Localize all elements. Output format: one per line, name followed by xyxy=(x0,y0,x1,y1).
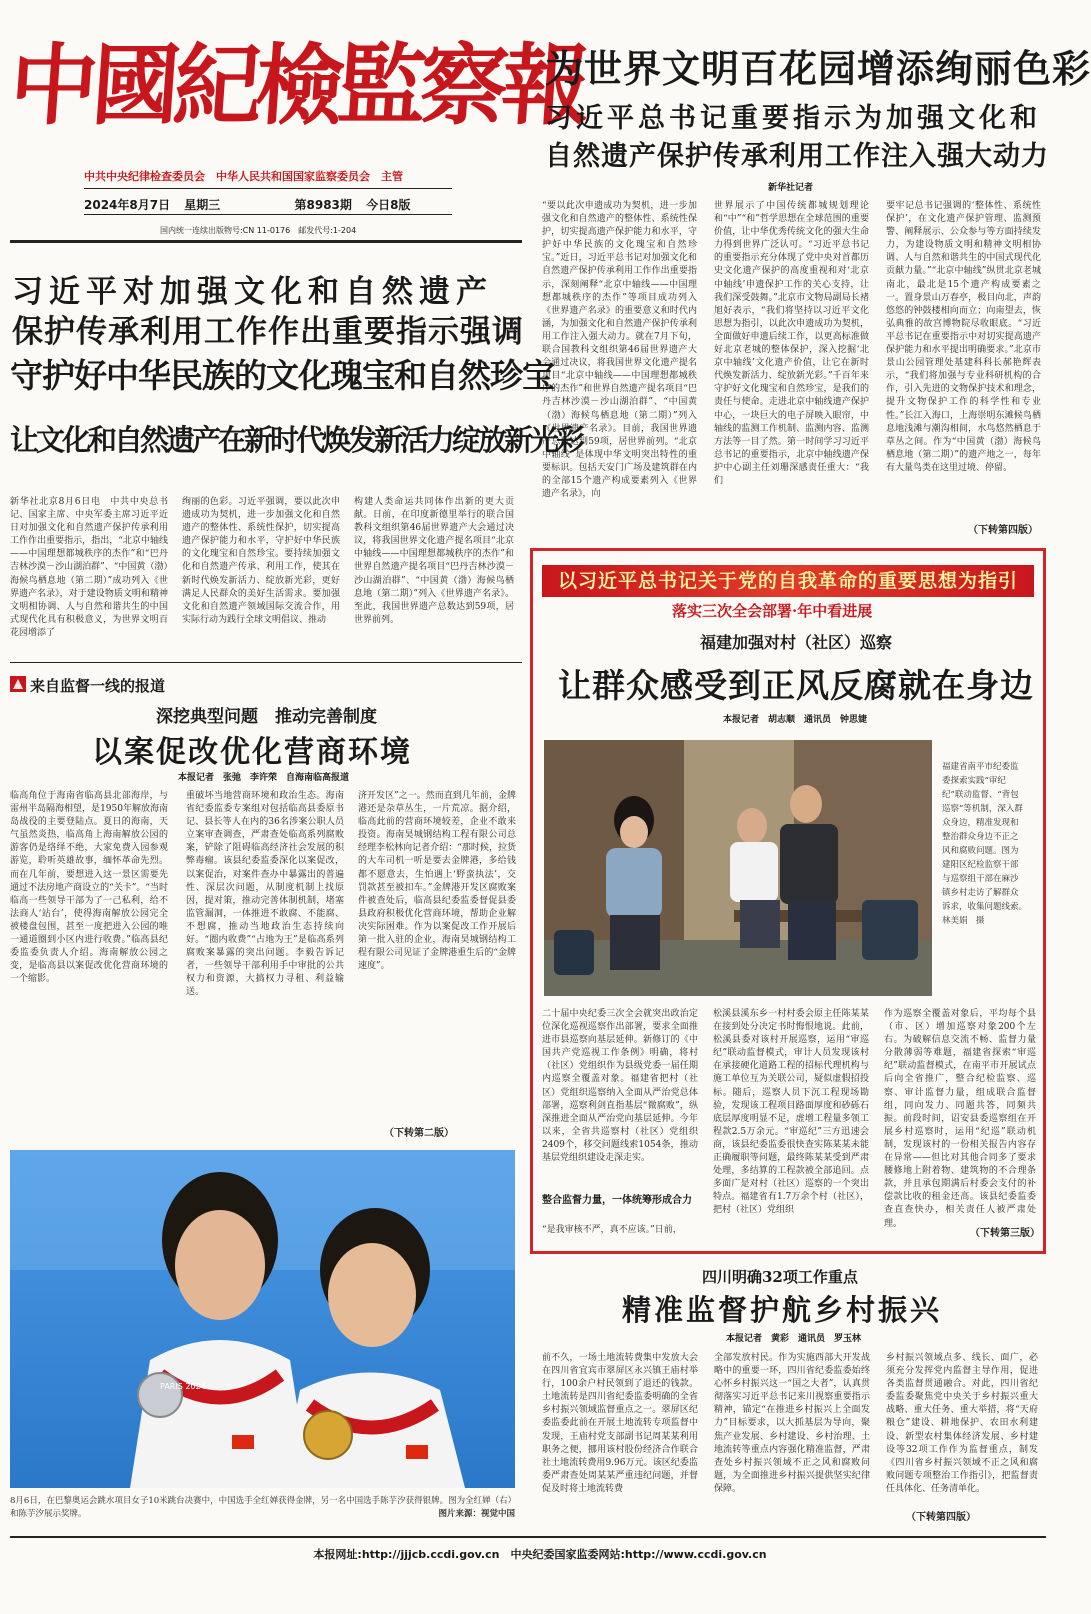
featured-col-1b: “是我审核不严，真不应该。”日前， xyxy=(542,1225,682,1235)
inspection-photo-caption: 福建省南平市纪委监委探索实践“审纪纪”联动监督、“背包巡察”等机制，深入群众身边，精准发现和整治群众身边不正之风和腐败问题。图为建阳区纪检监察干部与巡察组干部在麻沙镇乡村走访了解群众诉求，收集问题线索。 林美娟 摄 xyxy=(942,762,1032,926)
rural-subhead: 四川明确32项工作重点 xyxy=(702,1268,858,1286)
frontline-col-3: 济开发区”之一。然而直到几年前，金牌港还是杂草丛生，一片荒凉。据介绍，临高此前的营商环境较差，企业不敢来投资。海南昊城钢结构工程有限公司总经理李松林向记者介绍：“那时候，拉货的大车司机一听是要去金牌港，多给钱都不愿意去，生怕遇上‘野蛮执法’，交罚款甚至被扣车。”金牌港开发区腐败案件被查处后，临高县纪委监委督促县委县政府积极优化营商环境，帮助企业解决实际困难。作为以案促改工作开展后第一批入驻的企业，海南昊城钢结构工程有限公司见证了金牌港重生后的“金牌速度”。 xyxy=(358,791,516,972)
featured-byline: 本报记者 胡志顺 通讯员 钟思婕 xyxy=(723,715,868,725)
newspaper-logo: 中國紀檢監察報 xyxy=(6,33,588,137)
lead-top-byline: 新华社记者 xyxy=(768,183,814,193)
lead-top-col-1: “要以此次申遗成功为契机，进一步加强文化和自然遗产的整体性、系统性保护，切实提高遗产保护能力和水平，守护好中华民族的文化瑰宝和自然珍宝。”近日，习近平总书记对加强文化和自然遗产保护传承利用工作作出重要指示，深刻阐释“北京中轴线——中国理想都城秩序的杰作”等项目成功列入《世界遗产名录》的重要意义和时代内涵，为加强文化和自然遗产保护传承利用工作注入强大动力。就在7月下旬，联合国教科文组织第46届世界遗产大会通过决议，将我国世界文化遗产提名项目“北京中轴线——中国理想都城秩序的杰作”和世界自然遗产提名项目“巴丹吉林沙漠－沙山湖泊群”、“中国黄（渤）海候鸟栖息地（第二期）”列入《世界遗产名录》。目前，我国世界遗产总数达到59项，居世界前列。“北京中轴线”是体现中华文明突出特性的重要标识。包括天安门广场及建筑群在内的全部15个遗产构成要素列入《世界遗产名录》，向 xyxy=(542,201,697,500)
lead-top-subhead-2: 自然遗产保护传承利用工作注入强大动力 xyxy=(545,141,1049,172)
featured-bold-subhead: 整合监督力量，一体统筹形成合力 xyxy=(542,1195,692,1206)
frontline-headline: 以案促改优化营商环境 xyxy=(92,735,412,770)
lead-left-col-2: 绚丽的色彩。习近平强调，要以此次申遗成功为契机，进一步加强文化和自然遗产的整体性、系统性保护，切实提高遗产保护能力和水平，守护好中华民族的文化瑰宝和自然珍宝。要持续加强文化和自然遗产传承、利用工作，使其在新时代焕发新活力、绽放新光彩，更好满足人民群众的美好生活需求。要加强文化和自然遗产领域国际交流合作，用实际行动为践行全球文明倡议、推动 xyxy=(182,497,340,625)
lead-kicker-1: 习近平对加强文化和自然遗产 xyxy=(12,274,493,310)
masthead-sponsor: 中共中央纪律检查委员会 中华人民共和国国家监察委员会 主管 xyxy=(84,170,403,183)
issn-text: 国内统一连续出版物号:CN 11-0176 邮发代号:1-204 xyxy=(160,226,357,235)
lead-left-col-3: 构建人类命运共同体作出新的更大贡献。日前，在印度新德里举行的联合国教科文组织第46届世界遗产大会通过决议，将我国世界文化遗产提名项目“北京中轴线——中国理想都城秩序的杰作”和世界自然遗产提名项目“巴丹吉林沙漠－沙山湖泊群”、“中国黄（渤）海候鸟栖息地（第二期）”列入《世界遗产名录》。至此，我国世界遗产总数达到59项，居世界前列。 xyxy=(354,497,514,625)
footer-divider xyxy=(10,1536,1046,1538)
lead-headline-2: 让文化和自然遗产在新时代焕发新活力绽放新光彩 xyxy=(10,423,583,457)
lead-top-subhead-1: 习近平总书记重要指示为加强文化和 xyxy=(545,103,1041,134)
weekday-text: 星期三 xyxy=(184,198,221,212)
lead-top-col-2: 世界展示了中国传统都城规划理论和“中”“和”哲学思想在全球范围的重要价值，让中华优秀传统文化的强大生命力得到世界广泛认可。“习近平总书记的重要指示充分体现了党中央对首都历史文化遗产保护的高度重视和对‘北京中轴线’申遗保护工作的关心支持，让我们深受鼓舞。”北京市文物局副局长褚旭好表示，“我们将坚持以习近平文化思想为指引，以此次申遗成功为契机，全面做好申遗后续工作，以更高标准做好北京老城的整体保护，深入挖掘‘北京中轴线’文化遗产价值，让它在新时代焕发新活力、绽放新光彩。”千百年来守护好文化瑰宝和自然珍宝，是我们的责任与使命。走进北京中轴线遗产保护中心，一块巨大的电子屏映入眼帘，中轴线的监测工作机制、监测内容、监测方法等一目了然。第一时间学习习近平总书记的重要指示，北京中轴线遗产保护中心副主任刘珊深感责任重大：“我们 xyxy=(714,201,869,486)
lead-top-col-3: 要牢记总书记强调的‘整体性、系统性保护’，在文化遗产保护管理、监测预警、阐释展示、公众参与等方面持续发力，为建设物质文明和精神文明相协调、人与自然和谐共生的中国式现代化贡献力量。”“北京中轴线”纵贯北京老城南北，最北是15个遗产构成要素之一。置身景山万春亭，极目向北，声韵悠悠的钟鼓楼相向而立；向南望去，恢弘典雅的故宫博物院尽收眼底。“习近平总书记在重要指示中对切实提高遗产保护能力和水平提出明确要求。”北京市景山公园管理处基建科科长郝艳辉表示，“我们将加强与专业科研机构的合作，引入先进的文物保护技术和理念，提升文物保护工作的科学性和专业性。”长江入海口，上海崇明东滩候鸟栖息地浅滩与潮沟相间，水鸟悠然栖息于草丛之间。作为“中国黄（渤）海候鸟栖息地（第二期）”的遗产地之一，每年有大量鸟类在这里过境、停留。 xyxy=(886,201,1041,473)
featured-col-1: 二十届中央纪委三次全会就突出政治定位深化巡视巡察作出部署，要求全面推进市县巡察向基层延伸。新修订的《中国共产党巡视工作条例》明确，将村（社区）党组织作为县级党委一届任期内巡察全覆盖对象。福建省把村（社区）党组织巡察纳入全面从严治党总体部署，巡察利剑直指基层“微腐败”，纵深推进全面从严治党向基层延伸。今年以来，全省共巡察村（社区）党组织2409个，移交问题线索1054条，推动基层党组织建设走深走实。 xyxy=(542,1009,698,1164)
featured-tag: 落实三次全会部署·年中看进展 xyxy=(672,602,873,620)
featured-subhead: 福建加强对村（社区）巡察 xyxy=(700,633,893,652)
featured-col-3: 作为巡察全覆盖对象后，平均每个县（市、区）增加巡察对象200个左右。为破解信息交流不畅、监督力量分散薄弱等难题，福建省探索“审巡纪”联动监督模式，在南平市开展试点后向全省推广，整合纪检监察、巡察、审计监督力量，组成联合监督组，同向发力、同题共答，同频共振。前段时间，诏安县委巡察组在开展乡村巡察时，运用“纪巡”联动机制，发现该村的一份相关报告内容存在异常——但比对其他合同多了要求腰修地上附着物、建筑物的不合理条款，并且承包期满后村委会支付的补偿款比收的租金还高。该县纪委监委查直查快办，相关责任人被严肃处理。 xyxy=(884,1009,1036,1229)
frontline-byline: 本报记者 张弛 李许荣 自海南临高报道 xyxy=(178,773,350,783)
olympic-diving-photo xyxy=(10,1150,515,1488)
frontline-col-2: 重破坏当地营商环境和政治生态。海南省纪委监委专案组对包括临高县委原书记、县长等人在内的36名涉案公职人员立案审查调查，严肃查处临高系列腐败案，铲除了阻碍临高经济社会发展的积弊毒瘤。该县纪委监委深化以案促改，以案促治，对案件查办中暴露出的普遍性、深层次问题，从制度机制上找原因，提对策，推动完善体制机制，堵塞监管漏洞，一体推进不敢腐、不能腐、不想腐，推动当地政治生态持续向好。“圈内收费”“占地为王”是临高系列腐败案暴露的突出问题。李毅告诉记者，一些领导干部利用手中审批的公共权力和资源，大搞权力寻租、利益输送。 xyxy=(186,791,344,998)
rural-headline: 精准监督护航乡村振兴 xyxy=(622,1293,943,1327)
frontline-col-1: 临高角位于海南省临高县北部海岸，与雷州半岛隔海相望，是1950年解放海南岛战役的主要登陆点。夏日的海南，天气虽然炎热，临高角上海南解放公园的游客仍是络绎不绝，大家免费入园参观游览，聆听英雄故事，缅怀革命先烈。而在几年前，要想进入这一景区需要先通过不法房地产商设立的“关卡”。“当时临高一些领导干部为了一己私利，给不法商人‘站台’，使得海南解放公园完全被楼盘包围，甚至一度把进入公园的唯一通道圈到小区内进行收费。”临高县纪委监委负责人介绍。海南解放公园之变，是临高县以案促改优化营商环境的一个缩影。 xyxy=(10,791,168,985)
rural-continuation: （下转第四版） xyxy=(906,1512,976,1523)
footer-urls: 本报网址:http://jjjcb.ccdi.gov.cn 中央纪委国家监委网站:http://www.ccdi.gov.cn xyxy=(313,1548,767,1561)
rural-col-2: 全部发放村民。作为实施西部大开发战略中的重要一环，四川省纪委监委始终心怀乡村振兴这一“国之大者”，认真贯彻落实习近平总书记来川视察重要指示精神，锚定“在推进乡村振兴上全面发力”目标要求，以大抓基层为导向，聚焦产业发展、乡村建设、乡村治理、土地流转等重点内容强化精准监督，严肃查处乡村振兴领域不正之风和腐败问题，为全面推进乡村振兴提供坚实纪律保障。 xyxy=(714,1353,870,1494)
lead-kicker-2: 保护传承利用工作作出重要指示强调 xyxy=(12,314,524,350)
lead-headline-1: 守护好中华民族的文化瑰宝和自然珍宝 xyxy=(10,356,554,395)
masthead xyxy=(6,30,588,175)
inspection-photo xyxy=(544,740,932,996)
frontline-continuation: （下转第二版） xyxy=(384,1128,454,1139)
divider xyxy=(10,240,522,243)
lead-left-col-1: 新华社北京8月6日电 中共中央总书记、国家主席、中央军委主席习近平近日对加强文化和自然遗产保护传承利用工作作出重要指示，指出，“北京中轴线——中国理想都城秩序的杰作”和“巴丹吉林沙漠－沙山湖泊群”、“中国黄（渤）海候鸟栖息地（第二期）”成功列入《世界遗产名录》，对于建设物质文明和精神文明相协调、人与自然和谐共生的中国式现代化具有积极意义，为世界文明百花园增添了 xyxy=(10,497,168,638)
frontline-subhead: 深挖典型问题 推动完善制度 xyxy=(156,707,377,727)
lead-top-continuation: （下转第四版） xyxy=(968,525,1038,536)
photo-event-text: PARIS 2024 xyxy=(160,1382,206,1391)
rural-col-3: 乡村振兴领域点多、线长、面广，必须充分发挥党内监督主导作用，促进各类监督贯通融合。对此，四川省纪委监委聚焦党中央关于乡村振兴重大战略、重大任务、重大举措，将“天府粮仓”建设、耕地保护、农田水利建设、新型农村集体经济发展、乡村建设等32项工作作为监督重点，制发《四川省乡村振兴领域不正之风和腐败问题专项整治工作指引》，把监督责任具体化、任务清单化。 xyxy=(886,1353,1038,1494)
divider xyxy=(84,188,452,189)
featured-banner: 以习近平总书记关于党的自我革命的重要思想为指引 xyxy=(542,565,1034,597)
lead-top-headline: 为世界文明百花园增添绚丽色彩 xyxy=(545,46,1091,91)
dateline xyxy=(84,196,420,213)
sport-caption-text: 8月6日，在巴黎奥运会跳水项目女子10米跳台决赛中，中国选手全红婵获得金牌，另一名中国选手陈芋汐获得银牌。图为全红婵（右）和陈芋汐展示奖牌。 xyxy=(10,1496,512,1519)
featured-col-2: 松溪县溪东乡一村村委会原主任陈某某在接到处分决定书时悔恨地说。此前，松溪县委对该村开展巡察，运用“审巡纪”联动监督模式，审计人员发现该村在承接硬化道路工程的招标代理机构与施工单位互为关联公司，疑似虚假招投标。随后，巡察人员下沉工程现场勘验，发现该工程项目路面厚度和砂砾石底层厚度明显不足，虚增工程量多领工程款2.5万余元。“审巡纪”三方迅速会商，该县纪委监委很快查实陈某某未能正确履职等问题，最终陈某某受到严肃处理，多结算的工程款被全部追回。点多面广是对村（社区）巡察的一个突出特点。福建省有1.7万余个村（社区），把村（社区）党组织 xyxy=(713,1009,869,1216)
sport-photo-caption xyxy=(10,1495,515,1525)
featured-continuation: （下转第三版） xyxy=(970,1228,1040,1239)
issue-text: 第8983期 xyxy=(294,198,352,212)
rural-col-1: 前不久，一场土地流转费集中发放大会在四川省宜宾市翠屏区永兴镇王庙村举行，100余户村民领到了退还的钱款。土地流转是四川省纪委监委明确的全省乡村振兴领域监督重点之一。翠屏区纪委监委此前在开展土地流转专项监督中发现，王庙村党支部副书记周某某利用职务之便，挪用该村股份经济合作联合社土地流转费用9.96万元。该区纪委监委严肃查处周某某严重违纪问题，并督促及时将土地流转费 xyxy=(542,1353,698,1494)
section-title: 来自监督一线的报道 xyxy=(30,677,166,695)
divider xyxy=(10,662,522,663)
featured-headline: 让群众感受到正风反腐就在身边 xyxy=(558,666,1034,705)
rural-byline: 本报记者 黄彩 通讯员 罗玉林 xyxy=(726,1334,862,1344)
section-flag-icon xyxy=(10,676,26,692)
sport-photo-credit: 图片来源：视觉中国 xyxy=(438,1509,515,1519)
pages-text: 今日8版 xyxy=(366,198,411,212)
divider xyxy=(84,214,452,215)
date-text: 2024年8月7日 xyxy=(84,198,171,212)
